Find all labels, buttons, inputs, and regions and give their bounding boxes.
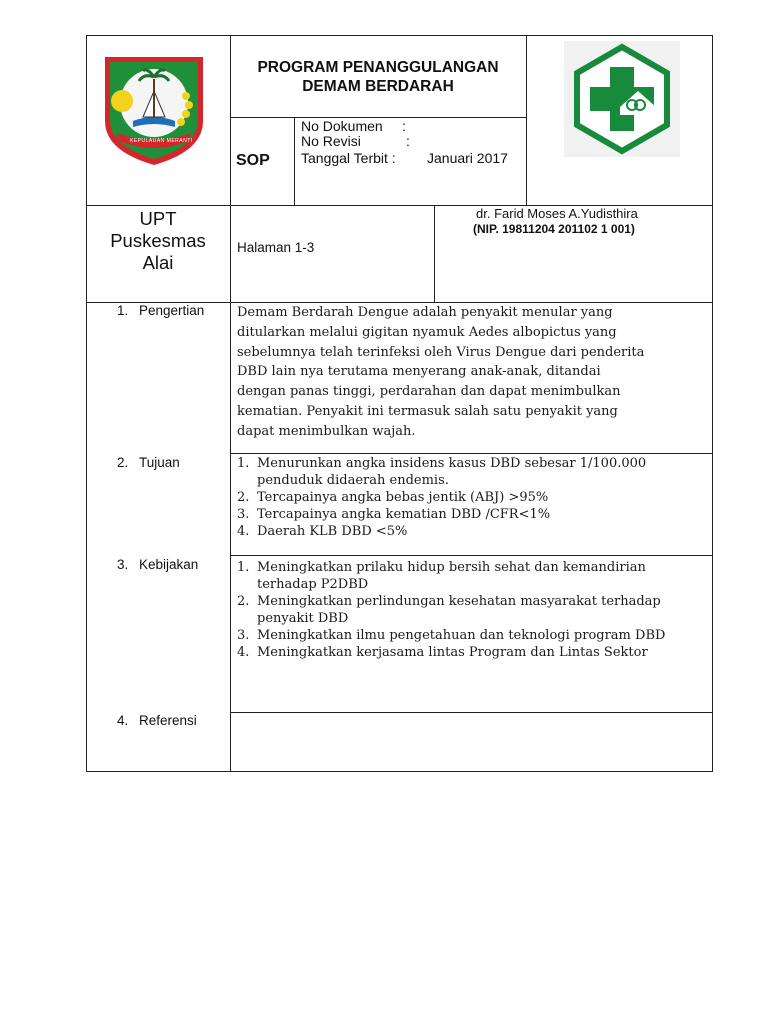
no-revisi-label: No Revisi [301,133,361,149]
list-item: 2. Meningkatkan perlindungan kesehatan masyarakat terhadap penyakit DBD [237,594,661,626]
upt-name-line-1: UPT [139,208,177,229]
pengertian-line: kematian. Penyakit ini termasuk salah satu penyakit yang [237,403,618,419]
crest-ribbon-text: KEPULAUAN MERANTI [130,138,193,144]
section-kebijakan-number: 3. [117,557,129,572]
list-item: 4. Meningkatkan kerjasama lintas Program dan Lintas Sektor [237,645,648,660]
list-item: 3. Meningkatkan ilmu pengetahuan dan teknologi program DBD [237,628,666,643]
sop-document [86,35,713,772]
tujuan-bottom-line [230,555,713,556]
pengertian-line: sebelumnya telah terinfeksi oleh Virus Dengue dari penderita [237,344,645,360]
upt-name-line-2: Puskesmas [110,230,206,251]
no-dokumen-separator: : [402,118,406,134]
tanggal-terbit-value: Januari 2017 [427,150,508,166]
section-pengertian-number: 1. [117,303,129,318]
column-divider-right-header [526,35,527,205]
sop-divider [294,117,295,205]
border-top [86,35,713,36]
border-right [712,35,713,772]
section-tujuan-label: Tujuan [139,455,180,470]
regency-crest-logo [99,51,209,169]
border-bottom [86,771,713,772]
pengertian-line: ditularkan melalui gigitan nyamuk Aedes albopictus yang [237,324,617,340]
list-item: 1. Meningkatkan prilaku hidup bersih sehat dan kemandirian terhadap P2DBD [237,560,646,592]
section-kebijakan-label: Kebijakan [139,557,199,572]
section-referensi-number: 4. [117,713,129,728]
signer-name: dr. Farid Moses A.Yudisthira [476,206,638,221]
sop-label: SOP [236,152,270,169]
document-title-line-1: PROGRAM PENANGGULANGAN [257,59,499,76]
kebijakan-list [237,559,669,661]
no-revisi-separator: : [406,133,410,149]
upt-name-line-3: Alai [142,252,174,273]
page-count: Halaman 1-3 [237,240,315,255]
health-cross-logo [564,41,680,157]
section-tujuan-number: 2. [117,455,129,470]
pengertian-line: Demam Berdarah Dengue adalah penyakit menular yang [237,305,613,320]
signer-nip: (NIP. 19811204 201102 1 001) [473,222,635,236]
list-item: 2. Tercapainya angka bebas jentik (ABJ) >95% [237,490,549,505]
pengertian-paragraph [237,303,707,442]
border-left [86,35,87,772]
list-item: 1. Menurunkan angka insidens kasus DBD sebesar 1/100.000 penduduk didaerah endemis. [237,456,647,488]
section-pengertian-label: Pengertian [139,303,205,318]
kebijakan-bottom-line [230,712,713,713]
pengertian-line: DBD lain nya terutama menyerang anak-anak, ditandai [237,364,601,380]
pengertian-line: dengan panas tinggi, perdarahan dan dapat menimbulkan [237,384,621,400]
list-item: 3. Tercapainya angka kematian DBD /CFR<1% [237,507,551,522]
tujuan-list [237,455,647,540]
document-title-line-2: DEMAM BERDARAH [302,78,454,95]
column-divider-left [230,35,231,772]
no-dokumen-label: No Dokumen [301,118,383,134]
tanggal-terbit-label: Tanggal Terbit : [301,150,396,166]
pengertian-bottom-line [230,453,713,454]
list-item: 4. Daerah KLB DBD <5% [237,524,408,539]
pengertian-line: dapat menimbulkan wajah. [237,423,416,439]
section-referensi-label: Referensi [139,713,197,728]
signer-divider [434,205,435,302]
